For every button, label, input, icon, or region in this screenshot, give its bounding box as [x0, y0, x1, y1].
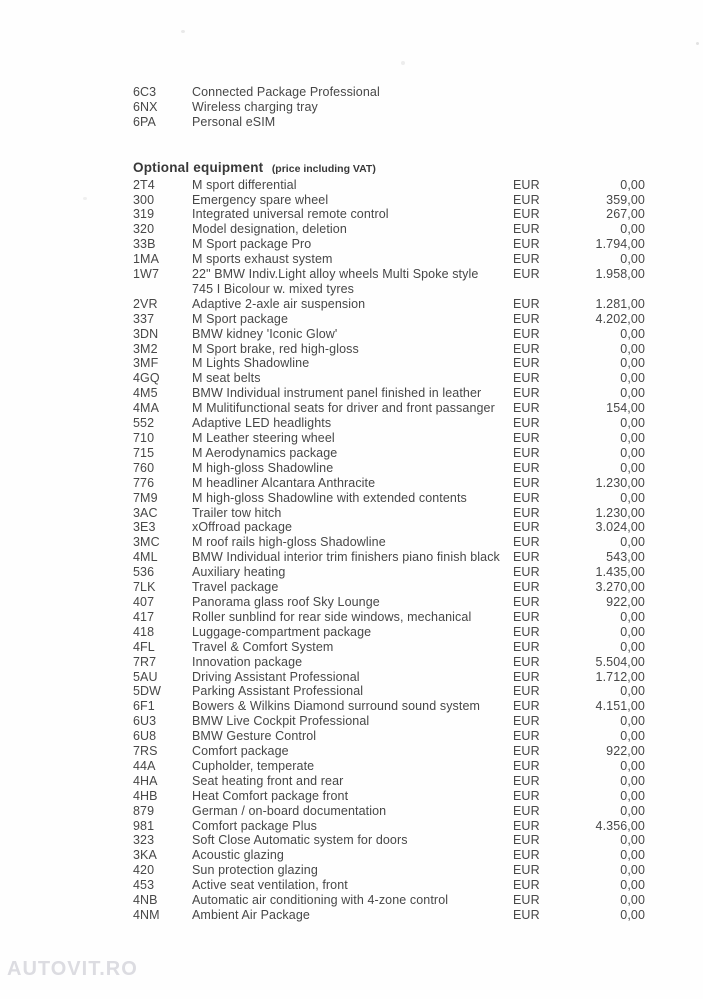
option-row: [133, 491, 645, 506]
currency-label: EUR: [513, 580, 540, 595]
currency-label: EUR: [513, 326, 540, 341]
option-code: 337: [133, 311, 155, 326]
option-code: 4ML: [133, 550, 158, 565]
option-description: Sun protection glazing: [192, 863, 318, 878]
option-row: [133, 386, 645, 401]
option-price: 0,00: [620, 609, 645, 624]
option-row: [133, 580, 645, 595]
currency-label: EUR: [513, 684, 540, 699]
option-price: 4.356,00: [595, 818, 645, 833]
option-description: Soft Close Automatic system for doors: [192, 833, 408, 848]
option-row: [133, 401, 645, 416]
option-price: 0,00: [620, 460, 645, 475]
option-code: 3KA: [133, 848, 157, 863]
currency-label: EUR: [513, 177, 540, 192]
option-price: 0,00: [620, 222, 645, 237]
option-code: 6F1: [133, 699, 155, 714]
option-description: Auxiliary heating: [192, 565, 286, 580]
option-row: [133, 789, 645, 804]
option-price: 0,00: [620, 177, 645, 192]
option-row: [133, 729, 645, 744]
option-row: [133, 416, 645, 431]
option-code: 981: [133, 818, 155, 833]
option-price: 0,00: [620, 788, 645, 803]
currency-label: EUR: [513, 520, 540, 535]
option-description: Automatic air conditioning with 4-zone control: [192, 893, 449, 908]
option-row: [133, 893, 645, 908]
option-description: Driving Assistant Professional: [192, 669, 360, 684]
option-row: [133, 774, 645, 789]
currency-label: EUR: [513, 267, 540, 282]
option-row: [133, 252, 645, 267]
option-code: 300: [133, 192, 155, 207]
currency-label: EUR: [513, 818, 540, 833]
option-description: Connected Package Professional: [192, 85, 380, 99]
option-row: [133, 476, 645, 491]
option-description: M Aerodynamics package: [192, 445, 338, 460]
option-price: 0,00: [620, 535, 645, 550]
option-code: 1W7: [133, 267, 160, 282]
option-description: BMW Gesture Control: [192, 729, 317, 744]
equipment-row: [133, 100, 645, 115]
option-description: Adaptive LED headlights: [192, 416, 332, 431]
currency-label: EUR: [513, 550, 540, 565]
option-description: M seat belts: [192, 371, 261, 386]
option-description: M Leather steering wheel: [192, 431, 335, 446]
option-code: 3MF: [133, 356, 159, 371]
option-description: Trailer tow hitch: [192, 505, 282, 520]
option-row: [133, 699, 645, 714]
currency-label: EUR: [513, 624, 540, 639]
option-row: [133, 610, 645, 625]
option-row: [133, 595, 645, 610]
option-price: 0,00: [620, 833, 645, 848]
option-row: [133, 237, 645, 252]
currency-label: EUR: [513, 565, 540, 580]
option-price: 4.202,00: [595, 311, 645, 326]
option-price: 0,00: [620, 624, 645, 639]
currency-label: EUR: [513, 445, 540, 460]
equipment-row: [133, 115, 645, 130]
option-description: Bowers & Wilkins Diamond surround sound system: [192, 699, 481, 714]
option-code: 3E3: [133, 520, 156, 535]
option-code: 407: [133, 594, 155, 609]
option-description: M Sport package: [192, 311, 288, 326]
option-price: 0,00: [620, 252, 645, 267]
equipment-row: [133, 85, 645, 100]
option-code: 1MA: [133, 252, 160, 267]
option-price: 4.151,00: [595, 699, 645, 714]
option-code: 7RS: [133, 744, 158, 759]
option-code: 4MA: [133, 401, 160, 416]
option-code: 4NB: [133, 893, 158, 908]
currency-label: EUR: [513, 714, 540, 729]
option-description: Ambient Air Package: [192, 908, 310, 923]
currency-label: EUR: [513, 773, 540, 788]
option-code: 536: [133, 565, 155, 580]
currency-label: EUR: [513, 386, 540, 401]
option-price: 1.794,00: [595, 237, 645, 252]
option-price: 0,00: [620, 490, 645, 505]
option-code: 879: [133, 803, 155, 818]
currency-label: EUR: [513, 744, 540, 759]
option-description: Model designation, deletion: [192, 222, 347, 237]
currency-label: EUR: [513, 594, 540, 609]
currency-label: EUR: [513, 356, 540, 371]
option-description: Emergency spare wheel: [192, 192, 329, 207]
option-code: 5DW: [133, 684, 162, 699]
option-code: 7R7: [133, 654, 157, 669]
option-description: M Sport brake, red high-gloss: [192, 341, 359, 356]
option-description: 22" BMW Indiv.Light alloy wheels Multi Spoke style 745 I Bicolour w. mixed tyres: [192, 267, 513, 297]
option-price: 0,00: [620, 386, 645, 401]
option-code: 7M9: [133, 490, 158, 505]
option-code: 6PA: [133, 115, 156, 130]
currency-label: EUR: [513, 863, 540, 878]
section-title: Optional equipment: [133, 159, 264, 175]
optional-equipment-heading: [133, 159, 645, 178]
option-description: Panorama glass roof Sky Lounge: [192, 594, 380, 609]
option-row: [133, 267, 645, 297]
option-price: 1.230,00: [595, 505, 645, 520]
option-description: Seat heating front and rear: [192, 773, 344, 788]
option-price: 0,00: [620, 908, 645, 923]
option-code: 4FL: [133, 639, 155, 654]
option-description: M sport differential: [192, 177, 297, 192]
currency-label: EUR: [513, 788, 540, 803]
option-code: 3MC: [133, 535, 160, 550]
option-price: 0,00: [620, 758, 645, 773]
currency-label: EUR: [513, 803, 540, 818]
option-description: Adaptive 2-axle air suspension: [192, 296, 366, 311]
option-description: Travel & Comfort System: [192, 639, 334, 654]
option-row: [133, 714, 645, 729]
option-description: M roof rails high-gloss Shadowline: [192, 535, 386, 550]
option-description: M Mulitifunctional seats for driver and front passanger: [192, 401, 495, 416]
option-description: M high-gloss Shadowline with extended contents: [192, 490, 467, 505]
currency-label: EUR: [513, 848, 540, 863]
option-code: 710: [133, 431, 155, 446]
currency-label: EUR: [513, 669, 540, 684]
option-row: [133, 863, 645, 878]
option-description: Parking Assistant Professional: [192, 684, 364, 699]
currency-label: EUR: [513, 654, 540, 669]
option-row: [133, 297, 645, 312]
option-row: [133, 848, 645, 863]
option-price: 0,00: [620, 848, 645, 863]
option-code: 2T4: [133, 177, 155, 192]
option-description: Acoustic glazing: [192, 848, 284, 863]
option-description: xOffroad package: [192, 520, 293, 535]
option-row: [133, 908, 645, 923]
option-description: Integrated universal remote control: [192, 207, 389, 222]
currency-label: EUR: [513, 371, 540, 386]
option-row: [133, 625, 645, 640]
standard-equipment-list: [133, 85, 645, 131]
option-row: [133, 178, 645, 193]
option-price: 0,00: [620, 416, 645, 431]
option-price: 154,00: [606, 401, 645, 416]
option-description: BMW Individual instrument panel finished in leather: [192, 386, 482, 401]
option-price: 0,00: [620, 371, 645, 386]
watermark: AUTOVIT.RO: [7, 958, 138, 980]
option-description: Travel package: [192, 580, 279, 595]
option-row: [133, 312, 645, 327]
option-row: [133, 342, 645, 357]
option-description: M high-gloss Shadowline: [192, 460, 334, 475]
option-price: 0,00: [620, 803, 645, 818]
option-row: [133, 819, 645, 834]
option-description: Active seat ventilation, front: [192, 878, 348, 893]
option-description: Personal eSIM: [192, 115, 276, 130]
option-code: 453: [133, 878, 155, 893]
option-price: 0,00: [620, 863, 645, 878]
currency-label: EUR: [513, 222, 540, 237]
optional-equipment-table: [133, 178, 645, 923]
option-price: 267,00: [606, 207, 645, 222]
currency-label: EUR: [513, 535, 540, 550]
option-code: 418: [133, 624, 155, 639]
currency-label: EUR: [513, 609, 540, 624]
currency-label: EUR: [513, 833, 540, 848]
currency-label: EUR: [513, 296, 540, 311]
option-description: Cupholder, temperate: [192, 758, 315, 773]
option-price: 922,00: [606, 744, 645, 759]
option-code: 4HB: [133, 788, 158, 803]
currency-label: EUR: [513, 237, 540, 252]
option-code: 2VR: [133, 296, 158, 311]
option-code: 4M5: [133, 386, 158, 401]
option-price: 1.281,00: [595, 296, 645, 311]
currency-label: EUR: [513, 252, 540, 267]
currency-label: EUR: [513, 416, 540, 431]
currency-label: EUR: [513, 207, 540, 222]
option-description: Roller sunblind for rear side windows, mechanical: [192, 609, 472, 624]
option-row: [133, 878, 645, 893]
option-description: Comfort package Plus: [192, 818, 317, 833]
option-row: [133, 327, 645, 342]
option-code: 6U8: [133, 729, 157, 744]
option-row: [133, 193, 645, 208]
option-description: M Lights Shadowline: [192, 356, 310, 371]
option-description: Comfort package: [192, 744, 289, 759]
option-price: 0,00: [620, 729, 645, 744]
option-code: 776: [133, 475, 155, 490]
option-price: 359,00: [606, 192, 645, 207]
option-row: [133, 655, 645, 670]
option-row: [133, 640, 645, 655]
option-price: 543,00: [606, 550, 645, 565]
option-row: [133, 684, 645, 699]
option-price: 0,00: [620, 714, 645, 729]
option-price: 0,00: [620, 445, 645, 460]
option-code: 6NX: [133, 100, 158, 115]
option-code: 5AU: [133, 669, 158, 684]
currency-label: EUR: [513, 192, 540, 207]
currency-label: EUR: [513, 431, 540, 446]
option-price: 0,00: [620, 639, 645, 654]
option-description: M Sport package Pro: [192, 237, 312, 252]
option-code: 420: [133, 863, 155, 878]
currency-label: EUR: [513, 490, 540, 505]
currency-label: EUR: [513, 639, 540, 654]
option-code: 6C3: [133, 85, 157, 99]
option-row: [133, 804, 645, 819]
option-price: 922,00: [606, 594, 645, 609]
option-row: [133, 356, 645, 371]
option-row: [133, 744, 645, 759]
option-description: BMW Live Cockpit Professional: [192, 714, 370, 729]
option-price: 1.958,00: [595, 267, 645, 282]
option-code: 3AC: [133, 505, 158, 520]
currency-label: EUR: [513, 341, 540, 356]
option-code: 715: [133, 445, 155, 460]
option-row: [133, 670, 645, 685]
currency-label: EUR: [513, 475, 540, 490]
option-row: [133, 565, 645, 580]
option-row: [133, 833, 645, 848]
option-description: Heat Comfort package front: [192, 788, 349, 803]
option-price: 5.504,00: [595, 654, 645, 669]
option-row: [133, 207, 645, 222]
option-description-line2: 745 I Bicolour w. mixed tyres: [192, 281, 354, 296]
option-price: 1.712,00: [595, 669, 645, 684]
option-code: 3DN: [133, 326, 159, 341]
option-code: 552: [133, 416, 155, 431]
option-code: 417: [133, 609, 155, 624]
option-code: 760: [133, 460, 155, 475]
option-row: [133, 550, 645, 565]
option-price: 0,00: [620, 326, 645, 341]
currency-label: EUR: [513, 758, 540, 773]
option-price: 3.024,00: [595, 520, 645, 535]
option-price: 1.230,00: [595, 475, 645, 490]
option-code: 4GQ: [133, 371, 160, 386]
option-code: 3M2: [133, 341, 158, 356]
option-description: German / on-board documentation: [192, 803, 387, 818]
option-description: BMW Individual interior trim finishers piano finish black: [192, 550, 500, 565]
option-code: 6U3: [133, 714, 157, 729]
option-row: [133, 506, 645, 521]
option-price: 0,00: [620, 773, 645, 788]
option-row: [133, 759, 645, 774]
option-price: 1.435,00: [595, 565, 645, 580]
option-row: [133, 520, 645, 535]
option-code: 4NM: [133, 908, 160, 923]
option-row: [133, 431, 645, 446]
currency-label: EUR: [513, 699, 540, 714]
option-code: 33B: [133, 237, 156, 252]
option-description: Wireless charging tray: [192, 100, 318, 115]
option-description: BMW kidney 'Iconic Glow': [192, 326, 338, 341]
currency-label: EUR: [513, 401, 540, 416]
option-description: M headliner Alcantara Anthracite: [192, 475, 376, 490]
option-code: 320: [133, 222, 155, 237]
currency-label: EUR: [513, 311, 540, 326]
option-description: Innovation package: [192, 654, 303, 669]
currency-label: EUR: [513, 505, 540, 520]
option-row: [133, 461, 645, 476]
option-code: 4HA: [133, 773, 158, 788]
option-description: M sports exhaust system: [192, 252, 333, 267]
currency-label: EUR: [513, 908, 540, 923]
option-code: 323: [133, 833, 155, 848]
option-description: Luggage-compartment package: [192, 624, 372, 639]
option-price: 0,00: [620, 356, 645, 371]
option-price: 0,00: [620, 684, 645, 699]
option-row: [133, 446, 645, 461]
option-code: 319: [133, 207, 155, 222]
option-code: 7LK: [133, 580, 156, 595]
option-price: 3.270,00: [595, 580, 645, 595]
option-price: 0,00: [620, 431, 645, 446]
section-subtitle: (price including VAT): [271, 162, 376, 175]
option-row: [133, 371, 645, 386]
currency-label: EUR: [513, 460, 540, 475]
option-row: [133, 535, 645, 550]
currency-label: EUR: [513, 729, 540, 744]
option-price: 0,00: [620, 341, 645, 356]
currency-label: EUR: [513, 878, 540, 893]
option-price: 0,00: [620, 893, 645, 908]
option-code: 44A: [133, 758, 156, 773]
currency-label: EUR: [513, 893, 540, 908]
option-row: [133, 222, 645, 237]
option-price: 0,00: [620, 878, 645, 893]
